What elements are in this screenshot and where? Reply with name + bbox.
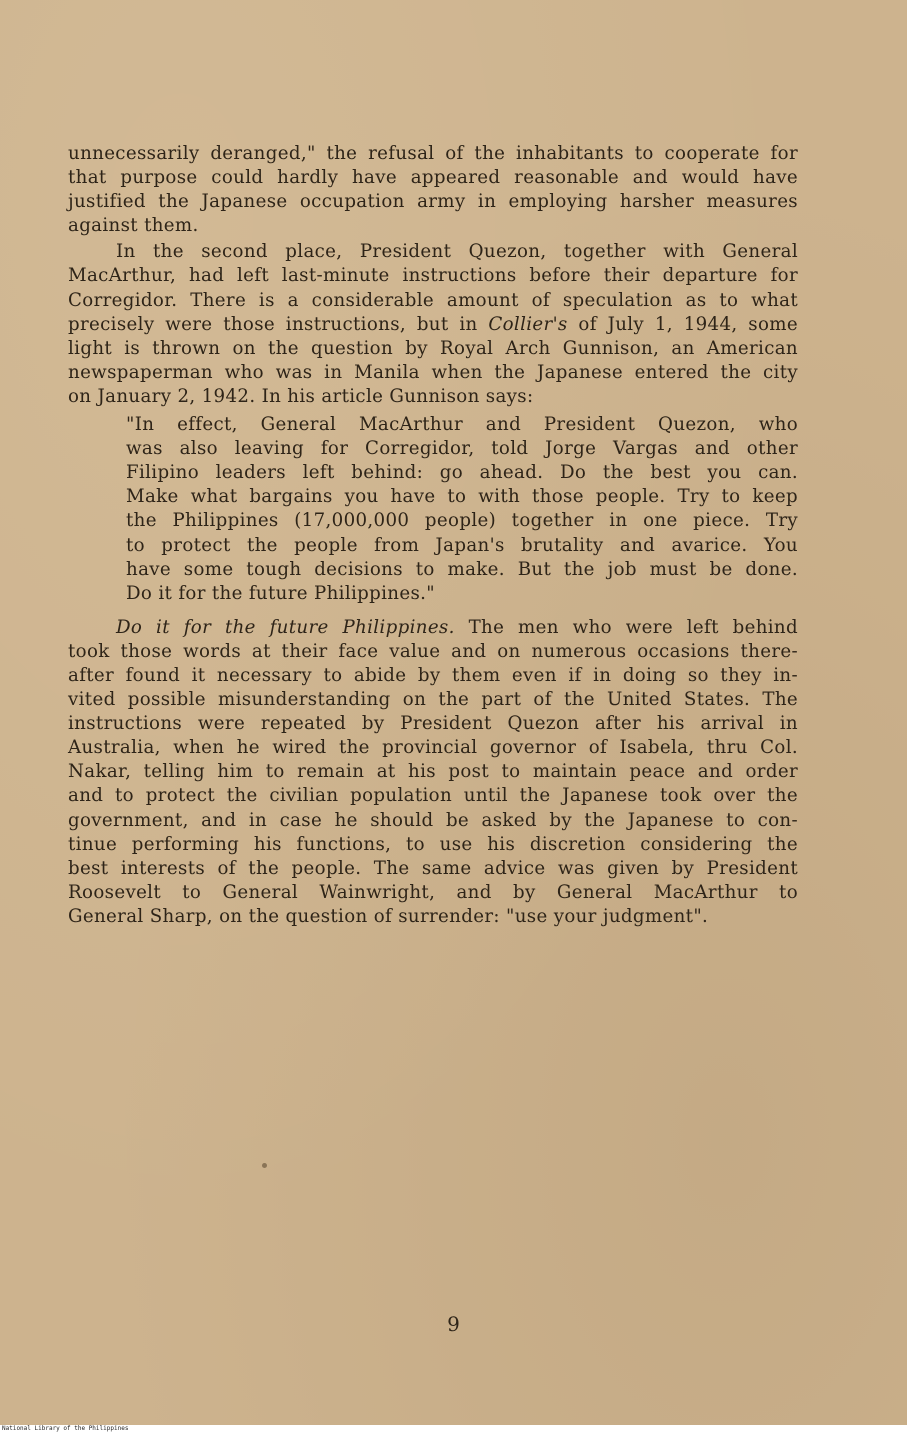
quote-line: to protect the people from Japan's brutality and avarice. You	[126, 534, 798, 556]
quote-line: Make what bargains you have to with those people. Try to keep	[126, 486, 798, 508]
page-number: 9	[447, 1312, 460, 1336]
text-line: after found it necessary to abide by them even if in doing so they in-	[68, 664, 798, 686]
text-line: MacArthur, had left last-minute instructions before their departure for	[68, 265, 798, 287]
quote-line: Do it for the future Philippines."	[126, 582, 436, 604]
text-line: General Sharp, on the question of surrender: "use your judgment".	[68, 905, 709, 927]
text-line: took those words at their face value and on numerous occasions there-	[68, 640, 798, 662]
text-line: and to protect the civilian population until the Japanese took over the	[68, 785, 798, 807]
text-line: on January 2, 1942. In his article Gunnison says:	[68, 385, 534, 407]
library-credit: National Library of the Philippines	[2, 1425, 129, 1432]
quote-line: "In effect, General MacArthur and President Quezon, who	[126, 414, 798, 436]
body-text	[68, 142, 798, 929]
text-line: tinue performing his functions, to use his discretion considering the	[68, 833, 798, 855]
quote-line: have some tough decisions to make. But the job must be done.	[126, 558, 798, 580]
paragraph-1	[68, 142, 798, 238]
text-line	[68, 313, 798, 337]
text-line: best interests of the people. The same advice was given by President	[68, 857, 798, 879]
text-line: government, and in case he should be asked by the Japanese to con-	[68, 809, 798, 831]
text-line: Roosevelt to General Wainwright, and by General MacArthur to	[68, 881, 798, 903]
paper-speck	[262, 1163, 267, 1168]
text-line: vited possible misunderstanding on the part of the United States. The	[68, 689, 798, 711]
text-line	[68, 616, 798, 640]
paragraph-3	[68, 616, 798, 929]
text-line: that purpose could hardly have appeared reasonable and would have	[68, 167, 798, 189]
text-line: Corregidor. There is a considerable amount of speculation as to what	[68, 289, 798, 311]
emphasized-text: Do it for the future Philippines.	[116, 616, 455, 638]
text-line: justified the Japanese occupation army in employing harsher measures	[68, 191, 798, 213]
text-line: In the second place, President Quezon, together with General	[116, 241, 798, 263]
text-line: instructions were repeated by President Quezon after his arrival in	[68, 713, 798, 735]
text-fragment: precisely were those instructions, but in	[68, 313, 489, 335]
quote-line: was also leaving for Corregidor, told Jorge Vargas and other	[126, 438, 798, 460]
quote-line: Filipino leaders left behind: go ahead. Do the best you can.	[126, 462, 798, 484]
text-fragment: of July 1, 1944, some	[567, 313, 798, 335]
text-line: unnecessarily deranged," the refusal of the inhabitants to cooperate for	[68, 143, 798, 164]
text-fragment: The men who were left behind	[454, 616, 798, 638]
text-line: light is thrown on the question by Royal Arch Gunnison, an American	[68, 337, 798, 359]
paragraph-2	[68, 240, 798, 409]
text-line: against them.	[68, 215, 199, 237]
block-quote	[68, 413, 798, 606]
text-line: Nakar, telling him to remain at his post to maintain peace and order	[68, 761, 798, 783]
quote-line: the Philippines (17,000,000 people) together in one piece. Try	[126, 510, 798, 532]
footer-strip	[0, 1425, 907, 1433]
publication-title: Collier's	[488, 313, 568, 335]
text-line: Australia, when he wired the provincial governor of Isabela, thru Col.	[68, 737, 798, 759]
text-line: newspaperman who was in Manila when the Japanese entered the city	[68, 361, 798, 383]
